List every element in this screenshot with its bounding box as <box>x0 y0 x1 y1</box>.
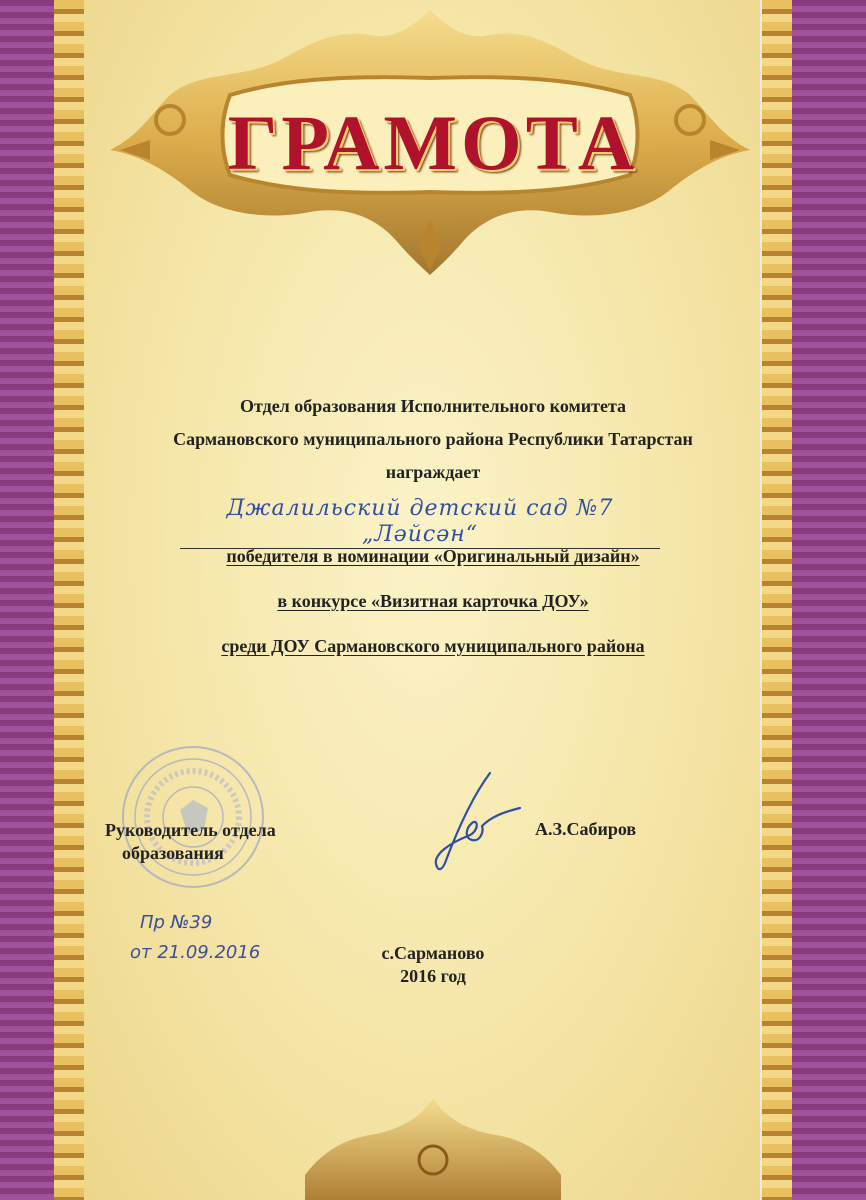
issuer-line-2: Сармановского муниципального района Республики Татарстан <box>173 429 693 449</box>
place: с.Сарманово <box>381 943 485 963</box>
year: 2016 год <box>400 966 466 986</box>
issuer-line-1: Отдел образования Исполнительного комитета <box>239 396 626 416</box>
award-line-2: в конкурсе «Визитная карточка ДОУ» <box>277 591 589 611</box>
recipient-handwritten: Джалильский детский сад №7 „Ләйсән“ <box>180 496 660 549</box>
issuer-verb: награждает <box>385 462 481 482</box>
order-number-note: Пр №39 <box>140 912 213 933</box>
signatory-name: А.З.Сабиров <box>535 819 637 839</box>
signatory-position-2: образования <box>122 843 224 863</box>
seal-stamp-icon <box>118 742 268 892</box>
order-date-note: от 21.09.2016 <box>130 942 261 963</box>
handwritten-signature-icon <box>420 768 530 878</box>
award-line-1: победителя в номинации «Оригинальный дизайн» <box>226 546 640 566</box>
signatory-position-1: Руководитель отдела <box>105 820 276 840</box>
bottom-ornament-icon <box>300 1090 566 1200</box>
certificate-title: ГРАМОТА <box>227 99 639 186</box>
award-line-3: среди ДОУ Сармановского муниципального района <box>221 636 645 656</box>
